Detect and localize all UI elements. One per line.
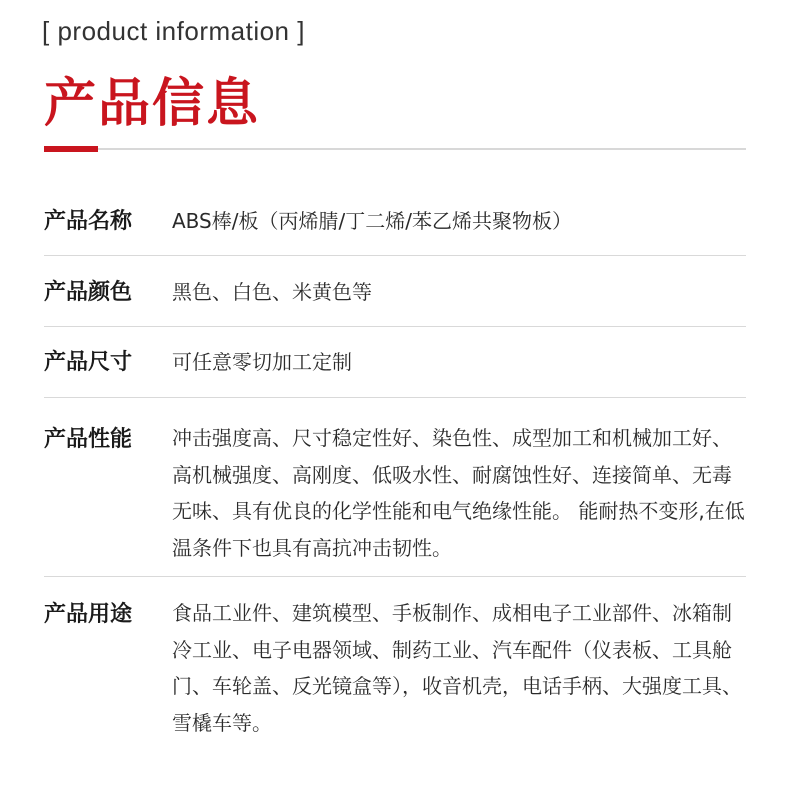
row-product-size (44, 327, 746, 398)
row-value: 食品工业件、建筑模型、手板制作、成相电子工业部件、冰箱制冷工业、电子电器领域、制药工业、汽车配件（仪表板、工具舱门、车轮盖、反光镜盒等），收音机壳，电话手柄、大强度工具、雪橇车等。 (172, 601, 742, 735)
row-value: 冲击强度高、尺寸稳定性好、染色性、成型加工和机械加工好、高机械强度、高刚度、低吸水性、耐腐蚀性好、连接简单、无毒无味、具有优良的化学性能和电气绝缘性能。 能耐热不变形,在低温条件下也具有高抗冲击韧性。 (172, 426, 745, 560)
row-label: 产品名称 (44, 209, 133, 234)
section-subtitle: [ product information ] (42, 16, 305, 46)
row-label: 产品性能 (44, 427, 133, 452)
info-table (44, 186, 746, 752)
page-title: 产品信息 (44, 74, 261, 134)
row-label: 产品尺寸 (44, 350, 133, 375)
row-value: ABS棒/板（丙烯腈/丁二烯/苯乙烯共聚物板） (172, 209, 572, 233)
row-product-color (44, 256, 746, 327)
row-value: 可任意零切加工定制 (172, 350, 352, 374)
title-divider (44, 148, 746, 150)
row-label: 产品用途 (44, 602, 133, 627)
row-product-performance (44, 398, 746, 577)
row-product-name (44, 186, 746, 256)
title-accent-bar (44, 146, 98, 152)
row-label: 产品颜色 (44, 280, 133, 305)
row-product-usage (44, 577, 746, 752)
row-value: 黑色、白色、米黄色等 (172, 280, 372, 304)
